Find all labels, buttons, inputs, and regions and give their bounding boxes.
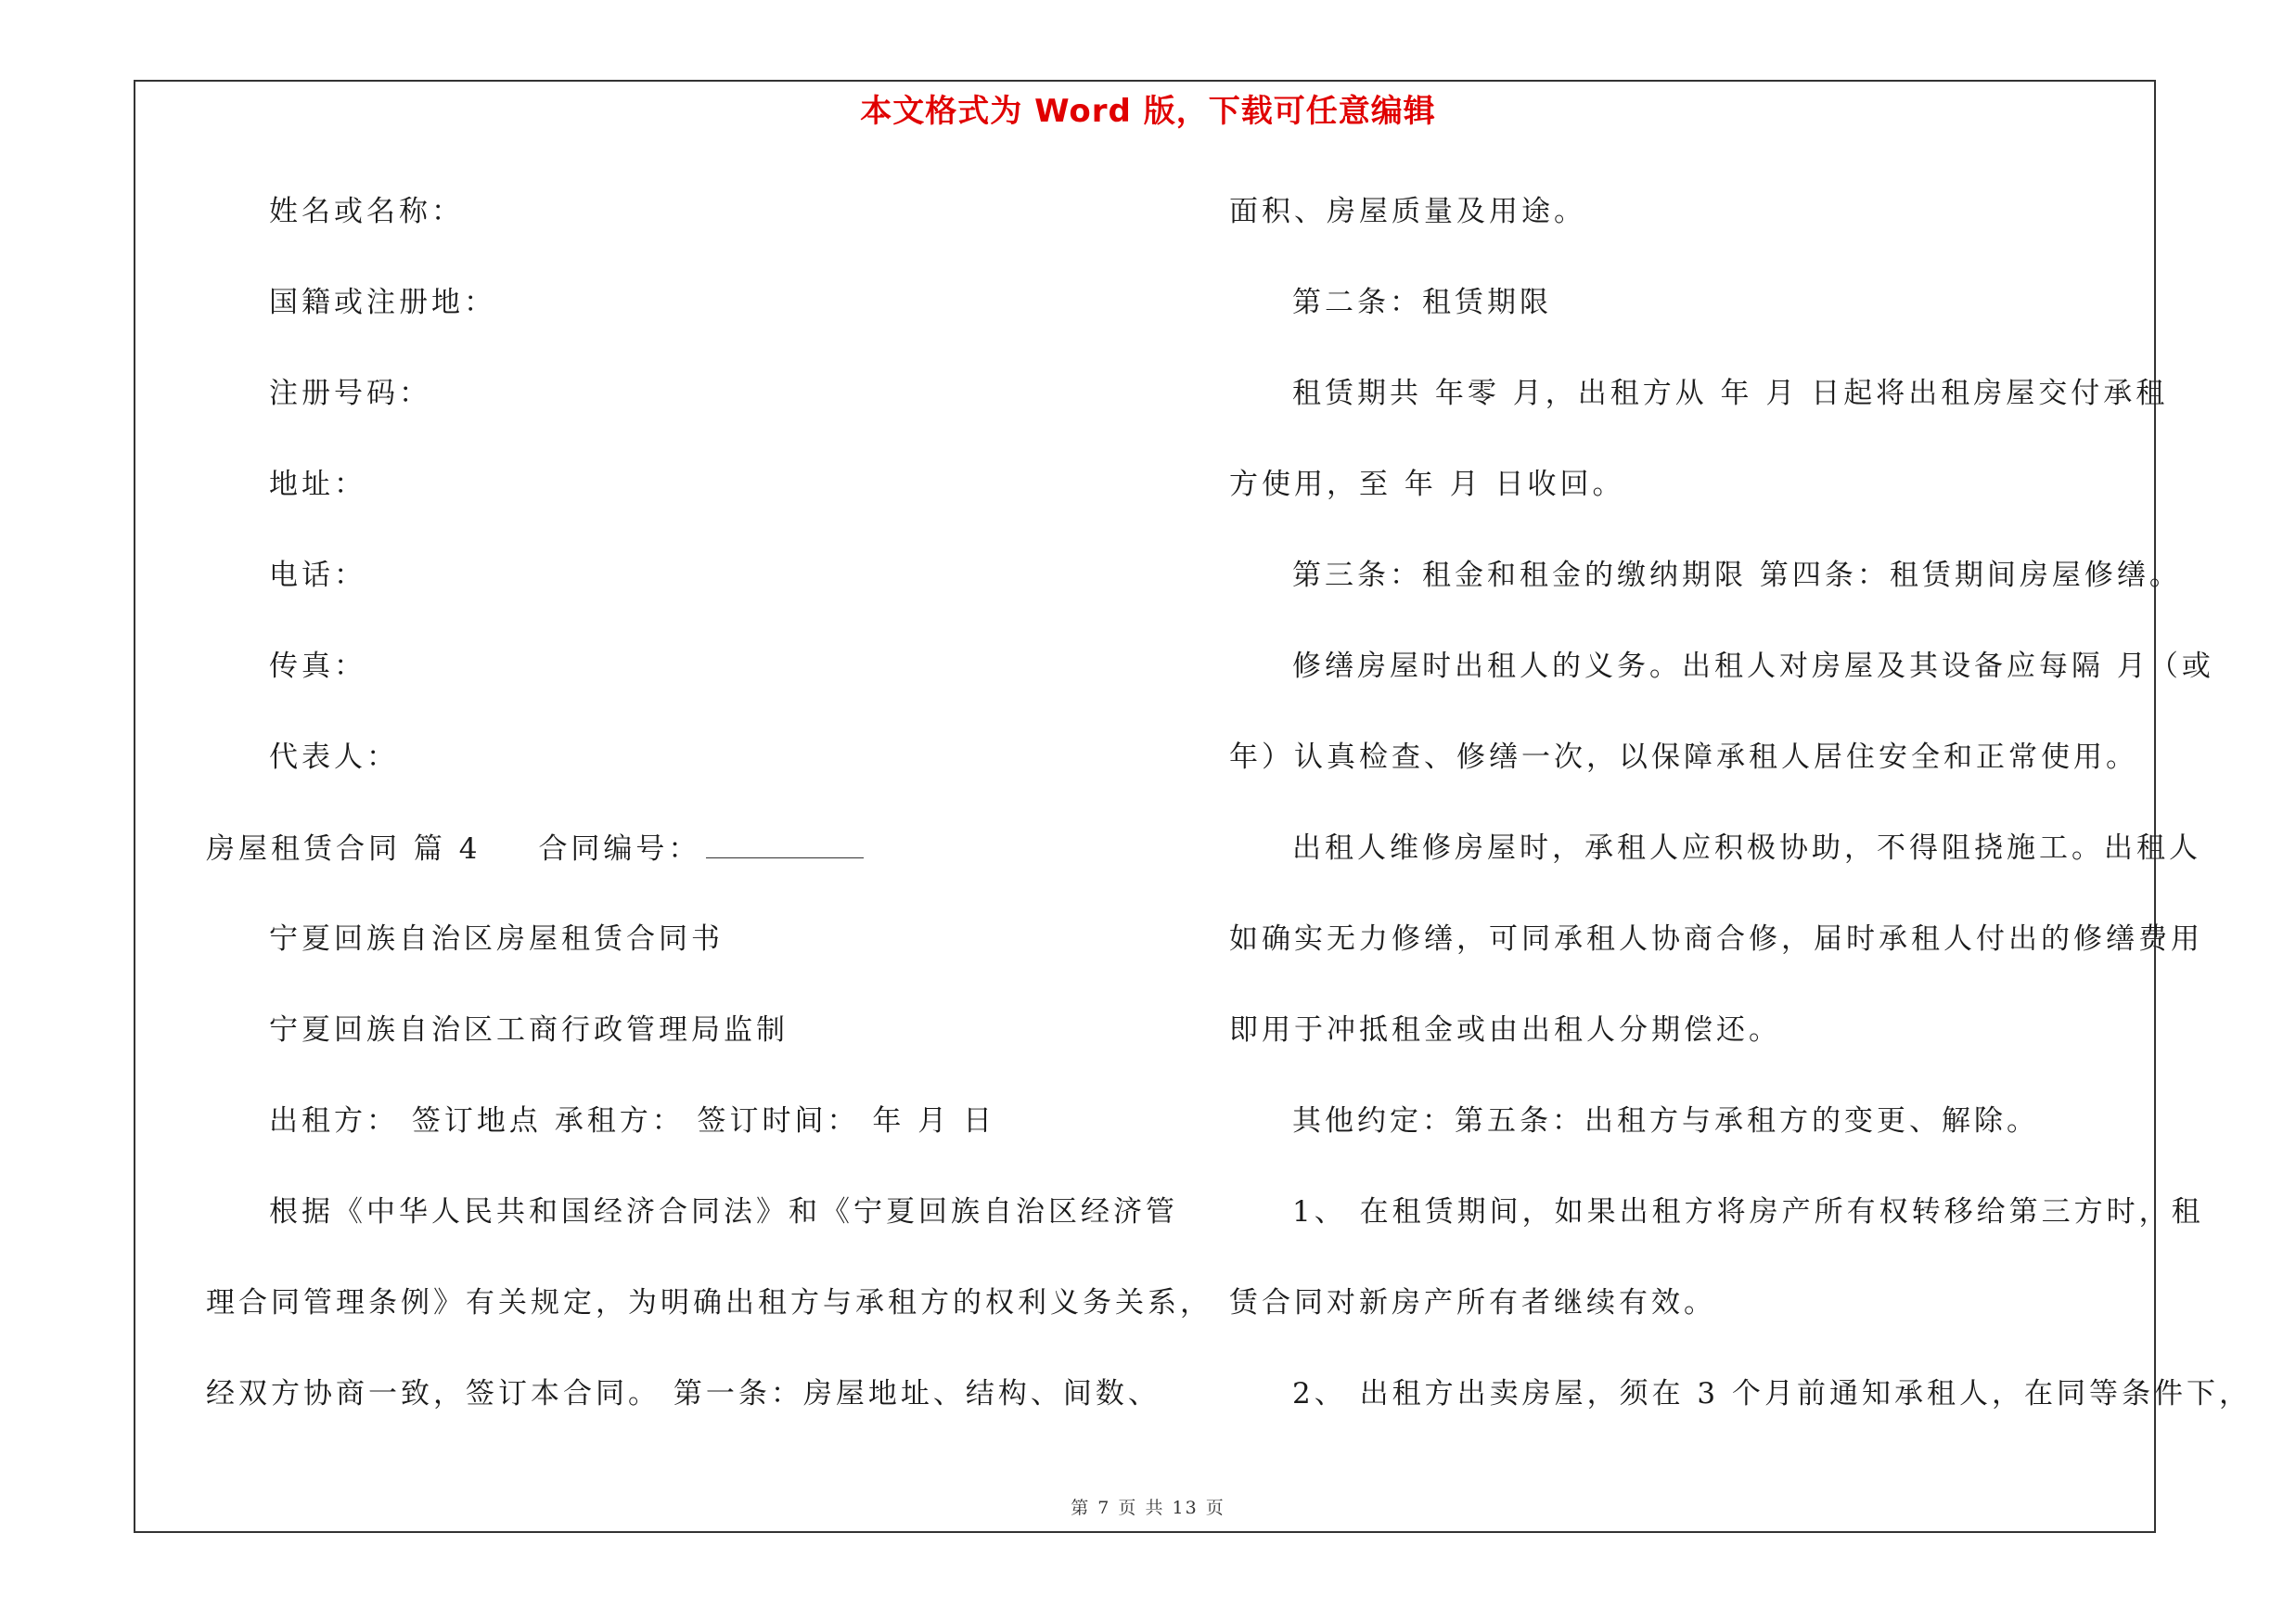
parties-line: 出租方： 签订地点 承租方： 签订时间： 年 月 日 (269, 1104, 996, 1138)
field-representative: 代表人： (269, 741, 399, 774)
paragraph-line: 如确实无力修缮，可同承租人协商合修，届时承租人付出的修缮费用 (1229, 922, 2203, 956)
paragraph-line: 方使用，至 年 月 日收回。 (1229, 468, 1625, 501)
page-number: 第 7 页 共 13 页 (1071, 1498, 1225, 1518)
field-fax: 传真： (269, 650, 366, 683)
section-heading (206, 830, 864, 868)
clause-heading: 第二条：租赁期限 (1292, 286, 1552, 319)
supervisor-line: 宁夏回族自治区工商行政管理局监制 (269, 1013, 789, 1047)
contract-number-label: 合同编号： (538, 832, 701, 866)
list-item: 2、 出租方出卖房屋，须在 3 个月前通知承租人，在同等条件下， (1292, 1377, 2252, 1410)
document-title: 宁夏回族自治区房屋租赁合同书 (269, 922, 724, 956)
paragraph-line: 面积、房屋质量及用途。 (1229, 195, 1586, 228)
paragraph-line: 根据《中华人民共和国经济合同法》和《宁夏回族自治区经济管 (269, 1195, 1178, 1229)
paragraph-line: 租赁期共 年零 月，出租方从 年 月 日起将出租房屋交付承租 (1292, 377, 2169, 410)
field-nationality: 国籍或注册地： (269, 286, 496, 319)
paragraph-line: 赁合同对新房产所有者继续有效。 (1229, 1286, 1716, 1320)
clause-heading: 第三条：租金和租金的缴纳期限 第四条：租赁期间房屋修缮。 (1292, 559, 2182, 592)
contract-title: 房屋租赁合同 篇 4 (206, 832, 481, 866)
field-registration-number: 注册号码： (269, 377, 431, 410)
list-item: 1、 在租赁期间，如果出租方将房产所有权转移给第三方时，租 (1292, 1195, 2204, 1229)
contract-number-blank (706, 830, 864, 858)
field-name: 姓名或名称： (269, 195, 464, 228)
paragraph-line: 年）认真检查、修缮一次，以保障承租人居住安全和正常使用。 (1229, 741, 2138, 774)
paragraph-line: 出租人维修房屋时，承租人应积极协助，不得阻挠施工。出租人 (1292, 831, 2201, 865)
paragraph-line: 修缮房屋时出租人的义务。出租人对房屋及其设备应每隔 月（或 (1292, 650, 2214, 683)
field-address: 地址： (269, 468, 366, 501)
clause-heading: 其他约定：第五条：出租方与承租方的变更、解除。 (1292, 1104, 2039, 1138)
paragraph-line: 理合同管理条例》有关规定，为明确出租方与承租方的权利义务关系， (206, 1286, 1212, 1320)
paragraph-line: 经双方协商一致，签订本合同。 第一条：房屋地址、结构、间数、 (206, 1377, 1161, 1410)
paragraph-line: 即用于冲抵租金或由出租人分期偿还。 (1229, 1013, 1781, 1047)
field-phone: 电话： (269, 559, 366, 592)
format-banner: 本文格式为 Word 版，下载可任意编辑 (860, 93, 1436, 130)
